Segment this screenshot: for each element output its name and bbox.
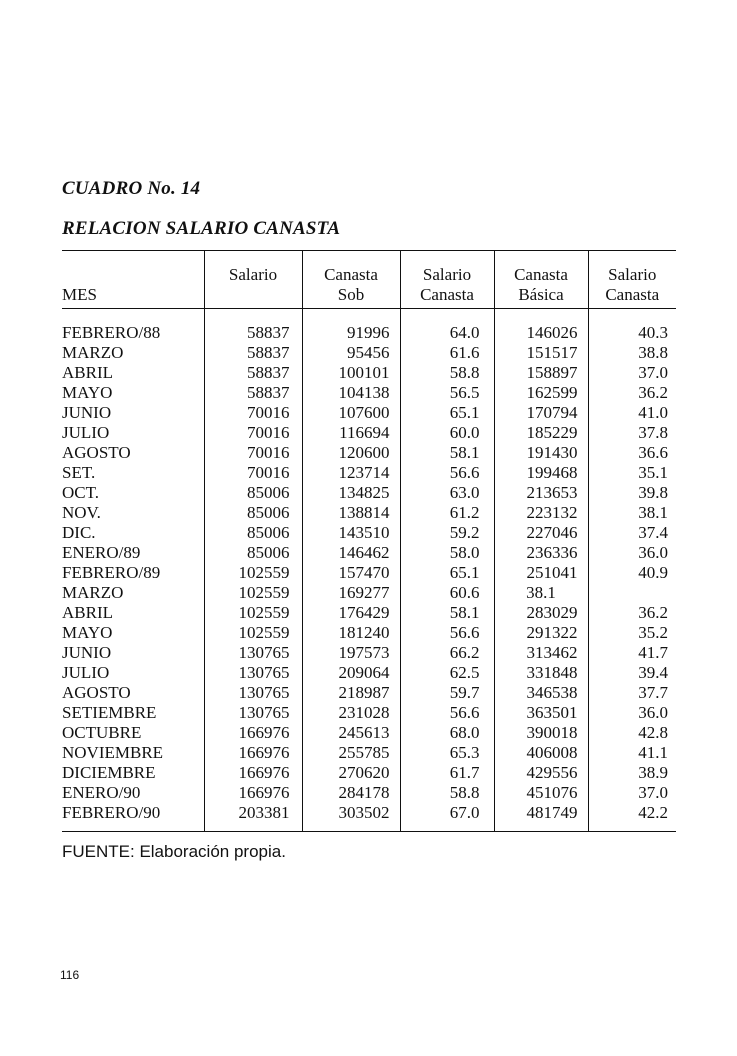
- source-note: FUENTE: Elaboración propia.: [62, 842, 286, 861]
- cell-salario: 85006: [204, 483, 302, 503]
- cell-salario-canasta-sob: 60.0: [400, 423, 494, 443]
- cell-canasta-sob: 181240: [302, 623, 400, 643]
- cell-canasta-basica: 429556: [494, 763, 588, 783]
- cell-mes: MAYO: [62, 623, 113, 642]
- cell-canasta-basica: 481749: [494, 803, 588, 832]
- table-row: [62, 663, 676, 683]
- column-header-line: Canasta: [324, 265, 378, 284]
- column-header-line: Sob: [337, 285, 365, 304]
- cell-canasta-basica: 406008: [494, 743, 588, 763]
- cell-salario-canasta-basica: 42.8: [588, 723, 676, 743]
- cell-canasta-basica: 151517: [494, 343, 588, 363]
- cell-canasta-basica: 162599: [494, 383, 588, 403]
- cell-salario: 85006: [204, 523, 302, 543]
- cell-canasta-sob: 143510: [302, 523, 400, 543]
- column-header-salario: [204, 251, 302, 309]
- table-row: [62, 443, 676, 463]
- cell-salario: 58837: [204, 383, 302, 403]
- cell-salario: 166976: [204, 723, 302, 743]
- cell-canasta-sob: 91996: [302, 309, 400, 344]
- cell-canasta-sob: 303502: [302, 803, 400, 832]
- table-row: [62, 483, 676, 503]
- column-header-line: Canasta: [514, 265, 568, 284]
- column-header-salario-canasta-sob: [400, 251, 494, 309]
- cell-salario-canasta-sob: 61.6: [400, 343, 494, 363]
- cell-salario-canasta-sob: 56.6: [400, 463, 494, 483]
- cell-mes: SET.: [62, 463, 96, 482]
- cell-salario-canasta-basica: 36.0: [588, 543, 676, 563]
- cell-canasta-basica: 331848: [494, 663, 588, 683]
- table-row: [62, 403, 676, 423]
- cell-salario: 58837: [204, 363, 302, 383]
- cell-salario-canasta-sob: 64.0: [400, 309, 494, 344]
- cell-canasta-basica: 38.1: [494, 583, 588, 603]
- cell-salario-canasta-basica: 37.0: [588, 783, 676, 803]
- column-header-line: Básica: [518, 285, 564, 304]
- cell-salario-canasta-sob: 58.8: [400, 363, 494, 383]
- table-row: [62, 543, 676, 563]
- cell-mes: MAYO: [62, 383, 113, 402]
- cell-salario-canasta-sob: 58.8: [400, 783, 494, 803]
- cell-salario-canasta-basica: 41.1: [588, 743, 676, 763]
- cell-salario-canasta-sob: 68.0: [400, 723, 494, 743]
- table-row: [62, 803, 676, 832]
- cell-salario-canasta-basica: 38.9: [588, 763, 676, 783]
- cell-mes: NOVIEMBRE: [62, 743, 164, 762]
- cell-canasta-sob: 197573: [302, 643, 400, 663]
- cell-salario: 70016: [204, 403, 302, 423]
- cell-mes: AGOSTO: [62, 443, 131, 462]
- cell-salario-canasta-basica: 39.8: [588, 483, 676, 503]
- cell-mes: JUNIO: [62, 403, 112, 422]
- cell-mes: DICIEMBRE: [62, 763, 156, 782]
- cell-salario: 166976: [204, 763, 302, 783]
- salary-basket-table: [62, 250, 676, 832]
- column-header-line: [205, 285, 302, 305]
- cell-salario-canasta-basica: [588, 583, 676, 603]
- cell-canasta-sob: 245613: [302, 723, 400, 743]
- cell-canasta-basica: 313462: [494, 643, 588, 663]
- cell-mes: ENERO/90: [62, 783, 141, 802]
- cell-salario-canasta-basica: 40.9: [588, 563, 676, 583]
- cell-canasta-basica: 223132: [494, 503, 588, 523]
- cell-canasta-basica: 146026: [494, 309, 588, 344]
- cell-canasta-basica: 346538: [494, 683, 588, 703]
- table-title: RELACION SALARIO CANASTA: [62, 218, 341, 239]
- column-header-line: Salario: [422, 265, 472, 284]
- cell-salario-canasta-basica: 40.3: [588, 309, 676, 344]
- cell-mes: JULIO: [62, 423, 110, 442]
- cell-canasta-basica: 251041: [494, 563, 588, 583]
- cell-mes: JUNIO: [62, 643, 112, 662]
- cell-salario-canasta-basica: 39.4: [588, 663, 676, 683]
- table-row: [62, 603, 676, 623]
- table-body: [62, 309, 676, 832]
- cell-mes: FEBRERO/89: [62, 563, 161, 582]
- table-row: [62, 563, 676, 583]
- column-header-line: Canasta: [420, 285, 474, 304]
- cell-canasta-sob: 218987: [302, 683, 400, 703]
- cell-salario-canasta-basica: 36.0: [588, 703, 676, 723]
- cell-canasta-sob: 146462: [302, 543, 400, 563]
- cell-canasta-sob: 255785: [302, 743, 400, 763]
- cell-mes: FEBRERO/88: [62, 323, 161, 342]
- column-header-line: MES: [62, 285, 97, 304]
- table-number: CUADRO No. 14: [62, 178, 201, 199]
- cell-salario-canasta-basica: 38.8: [588, 343, 676, 363]
- cell-salario-canasta-sob: 56.6: [400, 623, 494, 643]
- cell-salario-canasta-basica: 36.2: [588, 383, 676, 403]
- cell-canasta-basica: 390018: [494, 723, 588, 743]
- cell-salario: 102559: [204, 583, 302, 603]
- cell-salario: 70016: [204, 443, 302, 463]
- cell-salario-canasta-sob: 66.2: [400, 643, 494, 663]
- data-table-container: [62, 250, 676, 832]
- cell-canasta-sob: 270620: [302, 763, 400, 783]
- cell-salario: 70016: [204, 463, 302, 483]
- cell-canasta-basica: 291322: [494, 623, 588, 643]
- cell-salario-canasta-basica: 42.2: [588, 803, 676, 832]
- cell-mes: JULIO: [62, 663, 110, 682]
- column-header-line: Salario: [228, 265, 278, 284]
- table-row: [62, 363, 676, 383]
- cell-canasta-basica: 199468: [494, 463, 588, 483]
- table-row: [62, 383, 676, 403]
- cell-salario-canasta-basica: 41.7: [588, 643, 676, 663]
- cell-salario-canasta-basica: 37.7: [588, 683, 676, 703]
- cell-mes: DIC.: [62, 523, 96, 542]
- table-row: [62, 643, 676, 663]
- cell-salario: 203381: [204, 803, 302, 832]
- cell-salario-canasta-sob: 58.0: [400, 543, 494, 563]
- cell-mes: MARZO: [62, 343, 124, 362]
- table-row: [62, 723, 676, 743]
- table-row: [62, 463, 676, 483]
- table-row: [62, 503, 676, 523]
- cell-salario-canasta-sob: 65.1: [400, 403, 494, 423]
- cell-canasta-sob: 176429: [302, 603, 400, 623]
- cell-salario: 85006: [204, 543, 302, 563]
- cell-canasta-basica: 158897: [494, 363, 588, 383]
- cell-salario: 85006: [204, 503, 302, 523]
- cell-mes: MARZO: [62, 583, 124, 602]
- cell-canasta-sob: 169277: [302, 583, 400, 603]
- cell-salario-canasta-basica: 36.6: [588, 443, 676, 463]
- cell-mes: SETIEMBRE: [62, 703, 157, 722]
- cell-salario-canasta-sob: 65.3: [400, 743, 494, 763]
- cell-salario: 58837: [204, 309, 302, 344]
- column-header-line: Salario: [608, 265, 657, 284]
- cell-salario-canasta-basica: 37.0: [588, 363, 676, 383]
- cell-mes: ABRIL: [62, 603, 113, 622]
- cell-canasta-basica: 363501: [494, 703, 588, 723]
- table-row: [62, 763, 676, 783]
- cell-canasta-sob: 138814: [302, 503, 400, 523]
- cell-canasta-basica: 451076: [494, 783, 588, 803]
- cell-salario: 102559: [204, 623, 302, 643]
- cell-canasta-sob: 104138: [302, 383, 400, 403]
- cell-canasta-basica: 185229: [494, 423, 588, 443]
- cell-mes: OCT.: [62, 483, 99, 502]
- cell-salario-canasta-sob: 56.5: [400, 383, 494, 403]
- cell-canasta-basica: 227046: [494, 523, 588, 543]
- cell-salario-canasta-sob: 56.6: [400, 703, 494, 723]
- cell-canasta-basica: 170794: [494, 403, 588, 423]
- table-row: [62, 743, 676, 763]
- cell-salario-canasta-sob: 60.6: [400, 583, 494, 603]
- cell-salario: 166976: [204, 743, 302, 763]
- column-header-mes: [62, 251, 204, 309]
- column-header-line: Canasta: [605, 285, 660, 304]
- table-row: [62, 683, 676, 703]
- cell-salario-canasta-basica: 41.0: [588, 403, 676, 423]
- cell-canasta-sob: 120600: [302, 443, 400, 463]
- table-row: [62, 623, 676, 643]
- cell-salario: 70016: [204, 423, 302, 443]
- cell-salario-canasta-sob: 58.1: [400, 443, 494, 463]
- table-row: [62, 523, 676, 543]
- table-row: [62, 703, 676, 723]
- table-row: [62, 343, 676, 363]
- cell-canasta-sob: 231028: [302, 703, 400, 723]
- cell-salario: 130765: [204, 663, 302, 683]
- cell-salario: 102559: [204, 603, 302, 623]
- cell-canasta-sob: 107600: [302, 403, 400, 423]
- column-header-canasta-basica: [494, 251, 588, 309]
- cell-salario: 166976: [204, 783, 302, 803]
- cell-canasta-sob: 116694: [302, 423, 400, 443]
- cell-canasta-sob: 134825: [302, 483, 400, 503]
- cell-mes: OCTUBRE: [62, 723, 142, 742]
- cell-canasta-basica: 213653: [494, 483, 588, 503]
- cell-salario-canasta-sob: 58.1: [400, 603, 494, 623]
- cell-salario-canasta-sob: 63.0: [400, 483, 494, 503]
- table-row: [62, 309, 676, 344]
- cell-mes: NOV.: [62, 503, 101, 522]
- cell-salario-canasta-basica: 38.1: [588, 503, 676, 523]
- page-number: 116: [60, 968, 80, 982]
- cell-salario-canasta-basica: 37.8: [588, 423, 676, 443]
- cell-salario: 58837: [204, 343, 302, 363]
- cell-mes: ENERO/89: [62, 543, 141, 562]
- cell-canasta-sob: 209064: [302, 663, 400, 683]
- cell-salario-canasta-sob: 65.1: [400, 563, 494, 583]
- cell-canasta-sob: 100101: [302, 363, 400, 383]
- cell-salario: 130765: [204, 683, 302, 703]
- cell-canasta-basica: 236336: [494, 543, 588, 563]
- table-row: [62, 423, 676, 443]
- cell-canasta-sob: 284178: [302, 783, 400, 803]
- column-header-salario-canasta-basica: [588, 251, 676, 309]
- cell-mes: AGOSTO: [62, 683, 131, 702]
- cell-mes: ABRIL: [62, 363, 113, 382]
- cell-salario-canasta-basica: 36.2: [588, 603, 676, 623]
- cell-canasta-basica: 283029: [494, 603, 588, 623]
- cell-salario: 130765: [204, 703, 302, 723]
- cell-salario: 130765: [204, 643, 302, 663]
- cell-salario-canasta-basica: 37.4: [588, 523, 676, 543]
- cell-salario: 102559: [204, 563, 302, 583]
- table-row: [62, 583, 676, 603]
- cell-canasta-sob: 157470: [302, 563, 400, 583]
- column-header-canasta-sob: [302, 251, 400, 309]
- cell-canasta-sob: 95456: [302, 343, 400, 363]
- cell-salario-canasta-sob: 61.7: [400, 763, 494, 783]
- cell-canasta-sob: 123714: [302, 463, 400, 483]
- cell-canasta-basica: 191430: [494, 443, 588, 463]
- cell-mes: FEBRERO/90: [62, 803, 204, 832]
- cell-salario-canasta-sob: 59.2: [400, 523, 494, 543]
- cell-salario-canasta-basica: 35.1: [588, 463, 676, 483]
- cell-salario-canasta-sob: 59.7: [400, 683, 494, 703]
- table-header-row: [62, 251, 676, 309]
- cell-salario-canasta-sob: 61.2: [400, 503, 494, 523]
- cell-salario-canasta-sob: 62.5: [400, 663, 494, 683]
- table-row: [62, 783, 676, 803]
- cell-salario-canasta-basica: 35.2: [588, 623, 676, 643]
- cell-salario-canasta-sob: 67.0: [400, 803, 494, 832]
